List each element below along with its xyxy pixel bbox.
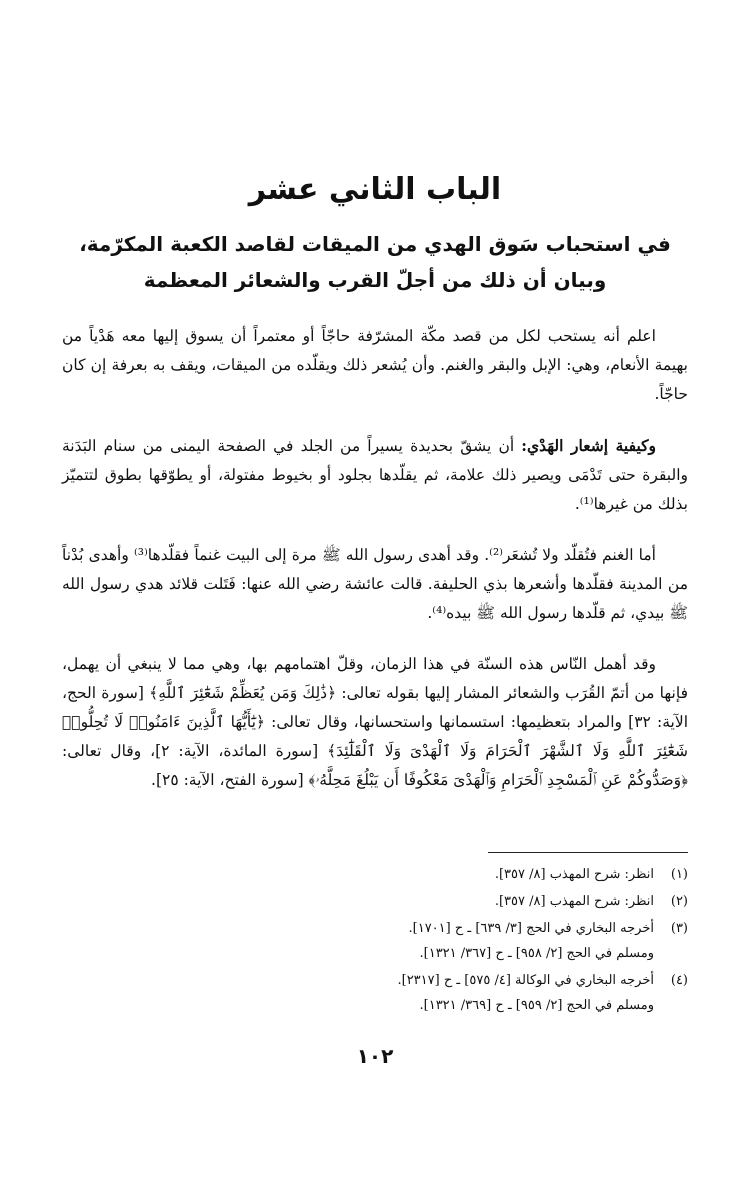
paragraph-1: اعلم أنه يستحب لكل من قصد مكّة المشرّفة حاجّاً أو معتمراً أن يسوق إليها معه هَدْياً من بهيمة الأنعام، وهي: الإبل والبقر والغنم. وأن يُشعر ذلك ويقلّده من الميقات، ويقف به بعرفة إن كان حاجّاً. (62, 327, 688, 403)
subtitle-line-1: في استحباب سَوق الهدي من الميقات لقاصد الكعبة المكرّمة، (79, 232, 671, 256)
footnotes-list (62, 862, 688, 1020)
chapter-title: الباب الثاني عشر (248, 172, 502, 207)
footnote-item (62, 889, 688, 914)
footnote-text (62, 968, 654, 1018)
footnote-line: ومسلم في الحج [٢/ ٩٥٨] ـ ح [٣٦٧/ ١٣٢١]. (419, 946, 654, 961)
chapter-subtitle (62, 226, 688, 298)
subtitle-line-2: وبيان أن ذلك من أجلّ القرب والشعائر المعظمة (143, 268, 607, 292)
footnote-line: أخرجه البخاري في الحج [٣/ ٦٣٩] ـ ح [١٧٠١]. (408, 921, 654, 936)
paragraph-2-lead: وكيفية إشعار الهَدْي: (521, 436, 656, 455)
body-text (62, 322, 688, 795)
footnote-item (62, 916, 688, 966)
footnote-line: انظر: شرح المهذب [٨/ ٣٥٧]. (494, 894, 654, 909)
footnote-number: (٣) (670, 921, 688, 936)
footnote-number: (٤) (670, 973, 688, 988)
footnote-divider (488, 852, 688, 853)
paragraph-2-rest: أن يشقّ بحديدة يسيراً من الجلد في الصفحة اليمنى من سنام البَدَنة والبقرة حتى تَدْمَى ويصير ذلك علامة، ثم يقلّدها بجلود أو بخيوط مفتولة، أو يطوّقها بطوق لتتميّز بذلك من غيرها⁽¹⁾. (62, 437, 688, 513)
paragraph-2 (62, 431, 688, 519)
footnote-text (62, 862, 654, 887)
paragraph-4: وقد أهمل النّاس هذه السنّة في هذا الزمان، وقلّ اهتمامهم بها، وهي مما لا ينبغي أن يهمل، فإنها من أتمّ القُرَب والشعائر المشار إليها بقوله تعالى: ﴿ذَٰلِكَ وَمَن يُعَظِّمْ شَعَٰٓئِرَ ٱللَّهِ﴾ [سورة الحج، الآية: ٣٢] والمراد بتعظيمها: استسمانها واستحسانها، وقال تعالى: ﴿يَٰٓأَيُّهَا ٱلَّذِينَ ءَامَنُوا۟ لَا تُحِلُّوا۟ شَعَٰٓئِرَ ٱللَّهِ وَلَا ٱلشَّهْرَ ٱلْحَرَامَ وَلَا ٱلْهَدْىَ وَلَا ٱلْقَلَٰٓئِدَ﴾ [سورة المائدة، الآية: ٢]، وقال تعالى: ﴿وَصَدُّوكُمْ عَنِ ٱلْمَسْجِدِ ٱلْحَرَامِ وَٱلْهَدْىَ مَعْكُوفًا أَن يَبْلُغَ مَحِلَّهُۥ﴾ [سورة الفتح، الآية: ٢٥]. (62, 655, 689, 789)
footnote-number: (٢) (670, 894, 688, 909)
footnote-line: انظر: شرح المهذب [٨/ ٣٥٧]. (494, 867, 654, 882)
footnote-text (62, 916, 654, 966)
page-number: ١٠٢ (356, 1044, 394, 1068)
paragraph-3: أما الغنم فتُقلّد ولا تُشعَر⁽²⁾. وقد أهدى رسول الله ﷺ مرة إلى البيت غنماً فقلّدها⁽³⁾ وأهدى بُدْناً من المدينة فقلّدها وأشعرها بذي الحليفة. قالت عائشة رضي الله عنها: فَتَلت قلائد هدي رسول الله ﷺ بيدي، ثم قلّدها رسول الله ﷺ بيده⁽⁴⁾. (62, 546, 688, 622)
footnote-line: أخرجه البخاري في الوكالة [٤/ ٥٧٥] ـ ح [٢٣١٧]. (397, 973, 654, 988)
book-page (62, 0, 688, 1182)
footnote-item (62, 862, 688, 887)
footnote-item (62, 968, 688, 1018)
footnote-text (62, 889, 654, 914)
footnote-number: (١) (670, 867, 688, 882)
footnote-line: ومسلم في الحج [٢/ ٩٥٩] ـ ح [٣٦٩/ ١٣٢١]. (419, 998, 654, 1013)
